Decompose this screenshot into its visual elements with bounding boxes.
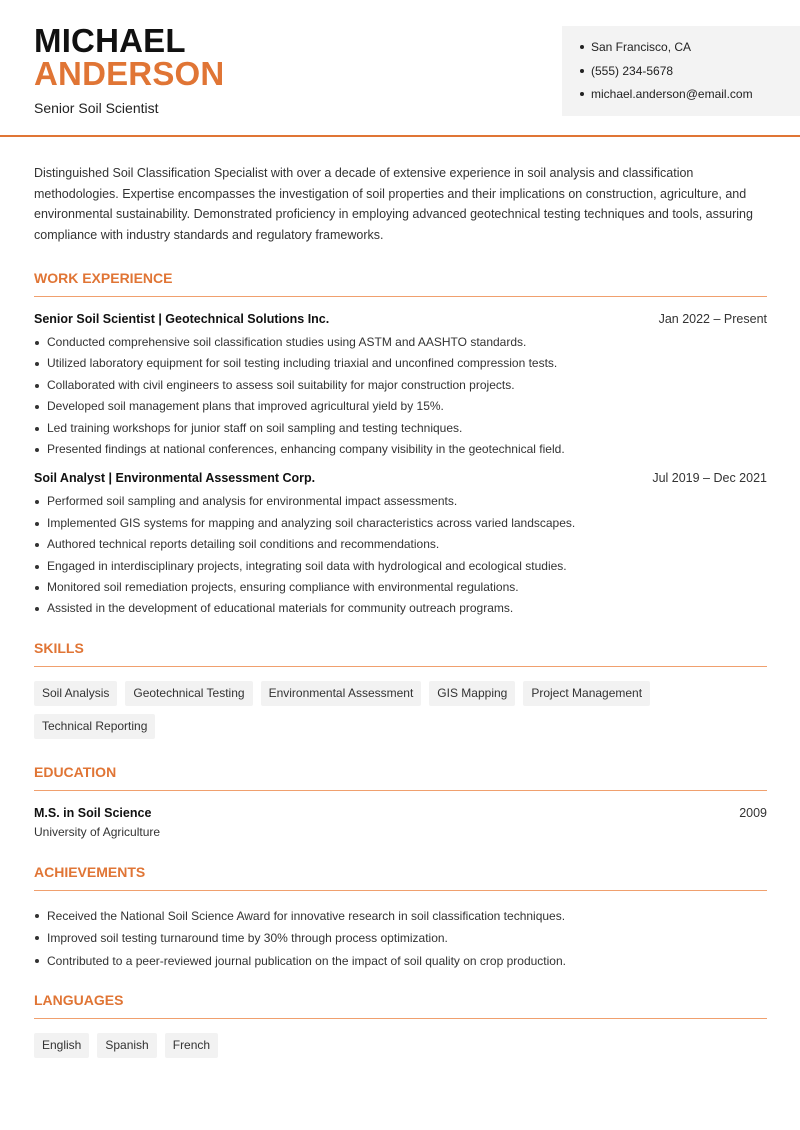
contact-location: San Francisco, CA	[580, 40, 800, 64]
section-title-education: EDUCATION	[34, 764, 767, 791]
languages-tags	[34, 1033, 767, 1058]
list-item: Collaborated with civil engineers to assess soil suitability for major construction projects.	[34, 375, 767, 396]
list-item: Developed soil management plans that improved agricultural yield by 15%.	[34, 396, 767, 417]
job-dates: Jan 2022 – Present	[658, 312, 767, 326]
skill-tag: GIS Mapping	[429, 681, 515, 706]
education-degree: M.S. in Soil Science	[34, 805, 152, 820]
section-title-languages: LANGUAGES	[34, 992, 767, 1019]
job-bullets	[34, 491, 767, 619]
section-title-achievements: ACHIEVEMENTS	[34, 864, 767, 891]
list-item: Engaged in interdisciplinary projects, integrating soil data with hydrological and ecological studies.	[34, 556, 767, 577]
job-entry	[34, 470, 767, 619]
summary: Distinguished Soil Classification Specialist with over a decade of extensive experience in soil analysis and classification methodologies. Expertise encompasses the investigation of soil properties and their implications on construction, agriculture, and environmental sustainability. Demonstrated proficiency in employing advanced geotechnical testing techniques and tools, assuring compliance with industry standards and regulatory frameworks.	[34, 166, 753, 242]
job-role: Senior Soil Scientist | Geotechnical Solutions Inc.	[34, 312, 330, 326]
list-item: Authored technical reports detailing soil conditions and recommendations.	[34, 534, 767, 555]
section-title-work: WORK EXPERIENCE	[34, 270, 767, 297]
education-section	[34, 764, 767, 839]
list-item: Implemented GIS systems for mapping and analyzing soil characteristics across varied landscapes.	[34, 513, 767, 534]
list-item: Improved soil testing turnaround time by 30% through process optimization.	[34, 927, 767, 950]
skills-tags	[34, 681, 767, 739]
contact-email[interactable]: michael.anderson@email.com	[580, 87, 800, 111]
list-item: Performed soil sampling and analysis for environmental impact assessments.	[34, 491, 767, 512]
list-item: Received the National Soil Science Award for innovative research in soil classification techniques.	[34, 905, 767, 928]
contact-phone: (555) 234-5678	[580, 64, 800, 88]
achievements-list	[34, 905, 767, 973]
job-title: Senior Soil Scientist	[34, 100, 159, 116]
last-name: ANDERSON	[34, 55, 225, 92]
skill-tag: Environmental Assessment	[261, 681, 422, 706]
skill-tag: Project Management	[523, 681, 650, 706]
education-school: University of Agriculture	[34, 824, 161, 839]
contact-box	[562, 26, 800, 116]
job-entry	[34, 311, 767, 460]
skill-tag: Technical Reporting	[34, 714, 155, 739]
job-bullets	[34, 332, 767, 460]
languages-section	[34, 992, 767, 1058]
list-item: Conducted comprehensive soil classification studies using ASTM and AASHTO standards.	[34, 332, 767, 353]
education-year: 2009	[739, 805, 767, 820]
language-tag: Spanish	[97, 1033, 156, 1058]
list-item: Monitored soil remediation projects, ensuring compliance with environmental regulations.	[34, 577, 767, 598]
list-item: Utilized laboratory equipment for soil testing including triaxial and unconfined compression tests.	[34, 353, 767, 374]
job-role: Soil Analyst | Environmental Assessment Corp.	[34, 471, 316, 486]
list-item: Presented findings at national conferences, enhancing company visibility in the geotechnical field.	[34, 439, 767, 460]
skill-tag: Soil Analysis	[34, 681, 117, 706]
skill-tag: Geotechnical Testing	[125, 681, 252, 706]
list-item: Led training workshops for junior staff on soil sampling and testing techniques.	[34, 418, 767, 439]
work-experience-section	[34, 270, 767, 620]
education-header	[34, 805, 767, 821]
list-item: Assisted in the development of educational materials for community outreach programs.	[34, 598, 767, 619]
achievements-section	[34, 864, 767, 973]
job-header	[34, 311, 767, 327]
list-item: Contributed to a peer-reviewed journal publication on the impact of soil quality on crop production.	[34, 950, 767, 973]
resume-content	[34, 163, 767, 1058]
section-title-skills: SKILLS	[34, 640, 767, 667]
skills-section	[34, 640, 767, 739]
resume-header	[0, 0, 800, 137]
job-dates: Jul 2019 – Dec 2021	[652, 471, 767, 486]
first-name: MICHAEL	[34, 22, 186, 59]
language-tag: English	[34, 1033, 89, 1058]
job-header	[34, 470, 767, 486]
language-tag: French	[165, 1033, 218, 1058]
